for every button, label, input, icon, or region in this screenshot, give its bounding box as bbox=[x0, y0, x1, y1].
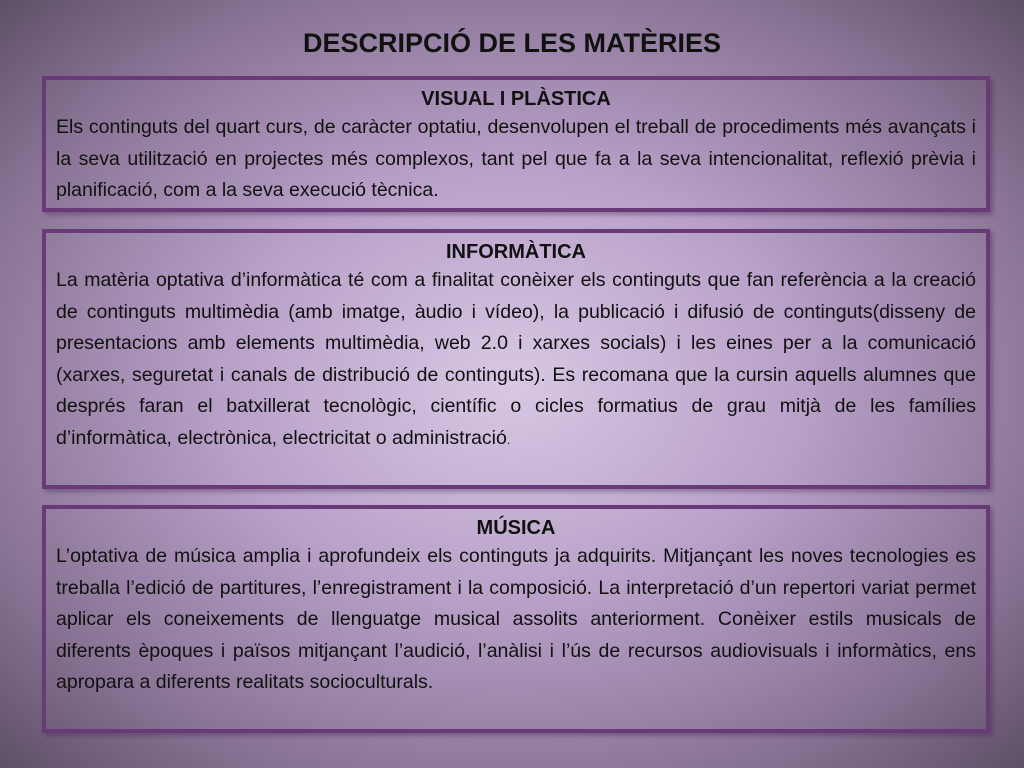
section-text-body: La matèria optativa d’informàtica té com a finalitat conèixer els continguts que fan referència a la creació de continguts multimèdia (amb imatge, àudio i vídeo), la publicació i difusió de continguts(disseny de presentacions amb elements multimèdia, web 2.0 i xarxes socials) i les eines per a la comunicació (xarxes, seguretat i canals de distribució de continguts). Es recomana que la cursin aquells alumnes que després faran el batxillerat tecnològic, científic o cicles formatius de grau mitjà de les famílies d’informàtica, electrònica, electricitat o administració bbox=[56, 269, 976, 449]
section-heading: INFORMÀTICA bbox=[446, 241, 586, 263]
section-text: Els continguts del quart curs, de caràcter optatiu, desenvolupen el treball de procediments més avançats i la seva utilització en projectes més complexos, tant pel que fa a la seva intencionalitat, reflexió prèvia i planificació, com a la seva execució tècnica. bbox=[56, 116, 976, 201]
section-text bbox=[56, 265, 976, 456]
section-musica bbox=[42, 505, 990, 733]
section-heading: VISUAL I PLÀSTICA bbox=[421, 88, 611, 110]
slide-title: DESCRIPCIÓ DE LES MATÈRIES bbox=[302, 28, 722, 58]
section-heading: MÚSICA bbox=[476, 517, 556, 539]
section-visual-plastica bbox=[42, 76, 990, 212]
section-informatica bbox=[42, 229, 990, 489]
section-text-trailing: . bbox=[506, 432, 511, 447]
section-text: L’optativa de música amplia i aprofundeix els continguts ja adquirits. Mitjançant les noves tecnologies es treballa l’edició de partitures, l’enregistrament i la composició. La interpretació d’un repertori variat permet aplicar els coneixements de llenguatge musical assolits anteriorment. Conèixer estils musicals de diferents èpoques i països mitjançant l’audició, l’anàlisi i l’ús de recursos audiovisuals i informàtics, ens apropara a diferents realitats socioculturals. bbox=[56, 545, 976, 693]
